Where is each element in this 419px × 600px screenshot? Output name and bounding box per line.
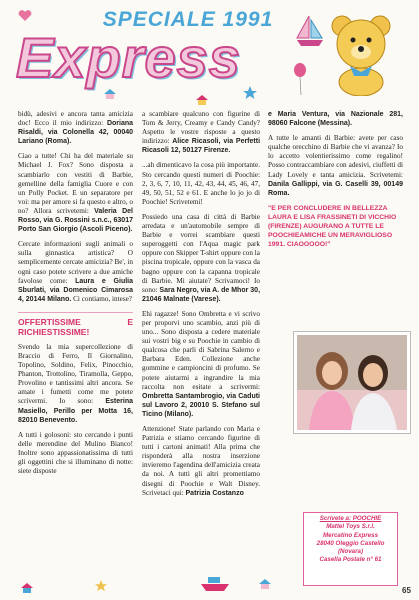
letter xyxy=(18,110,133,146)
sailboat-icon xyxy=(295,14,325,50)
letter xyxy=(142,310,260,419)
letter-text: A tutte le amanti di Barbie: avete per caso qualche orecchino di Barbie che vi avanza? Io lo accetto volentierissimo come regalino! Posso contraccambiare con adesivi, ciuffetti di Lady Lovely e tanta amicizia. Scrivetemi: xyxy=(268,134,403,179)
bottom-decoration xyxy=(0,570,419,600)
column-2 xyxy=(142,110,260,504)
star-icon xyxy=(95,580,107,592)
address-line: Mercatino Express xyxy=(322,531,379,539)
letter-address: Patrizia Costanzo xyxy=(185,489,244,497)
column-3 xyxy=(268,110,403,249)
page-header xyxy=(0,0,419,104)
house-icon xyxy=(258,578,272,590)
express-title: Express xyxy=(16,26,241,89)
letter-text: Attenzione! State parlando con Maria e Patrizia e stiamo cercando figurine di tutti i cartoni animati! Alla prima che risponderà alla nostra inserzione invieremo l'agendina dell'amicizia creata da noi. A tutti gli altri promettiamo disegni di Poochie e Walt Disney. Scrivetaci qui: xyxy=(142,425,260,497)
letter xyxy=(18,431,133,476)
letter-text: a scambiare qualcuno con figurine di Tom & Jerry, Creamy e Candy Candy? Aspetto le vostre risposte a questo indirizzo: xyxy=(142,110,260,146)
house-icon xyxy=(103,88,117,100)
letter xyxy=(142,110,260,155)
balloon-icon xyxy=(292,62,308,96)
letter-text: Possiedo una casa di città di Barbie arredata e un'automobile sempre di Barbie e vorrei scambiare questi superoggetti con l'Aqua magic park oppure con Skipper T-shirt oppure con la piscina tropicale, oppure con la vasca da bagno oppure con la capanna tropicale di Barbie. Mi aiutate? Scrivamoci! Io sono: xyxy=(142,212,260,294)
page-number: 65 xyxy=(402,586,411,595)
heart-icon xyxy=(18,10,32,22)
greeting-quote: "E PER CONCLUDERE IN BELLEZZA LAURA E LISA FRASSINETI DI VICCHIO (FIRENZE) AUGURANO A TUTTE LE POOCHIEAMICHE UN MERAVIGLIOSO 1991. CIAOOOOO!" xyxy=(268,204,397,248)
letter-text: Cercate informazioni sugli animali o sulla ginnastica artistica? O semplicemente cercate amicizia? Be', in ogni caso potete scrivere a due amiche favolose come: xyxy=(18,240,133,285)
photo-image xyxy=(297,335,407,430)
letter xyxy=(18,343,133,425)
letter xyxy=(268,110,403,128)
girls-photo xyxy=(294,332,410,433)
address-line: 28040 Oleggio Castello xyxy=(316,539,385,547)
letter-text: bidù, adesivi e ancora tanta amicizia doc! Ecco il mio indirizzo: xyxy=(18,110,133,128)
column-1 xyxy=(18,110,133,482)
address-line: Casella Postale n° 61 xyxy=(319,556,382,564)
address-line: Scrivete a: POOCHIE xyxy=(319,515,382,522)
letter-address: Ombretta Santambrogio, via Caduti sul Lavoro 2, 20010 S. Stefano sul Ticino (Milano). xyxy=(142,392,260,418)
letter-text: A tutti i golosoni: sto cercando i punti delle merendine del Mulino Bianco! Inoltre sono appassionatissima di tutti gli oggettini che si illuminano di notte: siete disposte xyxy=(18,430,133,476)
letter-address: e Maria Ventura, via Nazionale 281, 98060 Falcone (Messina). xyxy=(268,111,403,128)
house-icon xyxy=(20,582,34,594)
letter-text: Svendo la mia supercollezione di Braccio di Ferro, Il Giornalino, Topolino, Soldino, Felix, Pinocchio, Phanton, Trottolino, Tiramolla, Geppo, Provolino e tantissimi altri ancora. Se amate i fumetti come me potete scrivermi. Io sono: xyxy=(18,342,133,406)
teddy-bear-icon xyxy=(322,10,400,96)
letter-address: Alice Ricasoli, via Perfetti Ricasoli 12, 50127 Firenze. xyxy=(142,138,261,155)
letter-address: Esterina Masiello, Perillo per Motta 16, 82010 Benevento. xyxy=(18,398,133,424)
letter-text: Ehi ragazze! Sono Ombretta e vi scrivo per proporvi uno scambio, anzi più di uno... Sono disposta a cedere materiale sui vostri big e su Poochie in cambio di qualcosa che parli di Sabrina Salerno e Barbara Eden. Collezione anche gommine e campioncini di profumo. Se potete aiutarmi a ingrandire la mia raccolta non esitate a scrivermi: xyxy=(142,309,260,391)
speciale-label: SPECIALE 1991 xyxy=(102,8,274,31)
star-icon xyxy=(243,86,257,100)
letter xyxy=(142,425,260,498)
letter xyxy=(268,134,403,198)
letter-text: Ci contiamo, intese? xyxy=(73,294,132,303)
letter-text: ...ah dimenticavo la cosa più importante. Sto cercando questi numeri di Poochie: 2, 3, 6, 7, 10, 11, 42, 43, 44, 45, 46, 47, 49, 50, 51, 52 e 61. E anche lo jo jo di Poochie! Scrivetemi! xyxy=(142,161,260,206)
letter-text: Ciao a tutte! Chi ha del materiale su Michael J. Fox? Sono disposta a scambiarlo con vestiti di Barbie, gemelline della famiglia Cuore e con un Polly Pocket. E un separatore per voi: ma per amore si fa questo e altro, o no? Allora scrivetemi: xyxy=(18,152,133,215)
letter-address: Valeria Del Rosso, via G. Rossini s.n.c., 63017 Porto San Giorgio (Ascoli Piceno). xyxy=(18,207,133,234)
letter-address: Laura e Giulia Sburlati, via Domenico Cimarosa 4, 20144 Milano. xyxy=(18,277,133,303)
letter xyxy=(18,152,133,234)
letter-address: Danila Gallippi, via G. Caselli 39, 00149 Roma. xyxy=(268,180,403,197)
address-line: (Novara) xyxy=(337,548,364,556)
letter-address: Doriana Risaldi, via Colonella 42, 00040 Lariano (Roma). xyxy=(18,120,134,146)
letter xyxy=(142,213,260,304)
letter xyxy=(18,240,133,304)
section-heading: OFFERTISSIME E RICHIESTISSIME! xyxy=(18,312,133,337)
house-icon xyxy=(195,94,209,106)
letter xyxy=(142,161,260,206)
letter-address: Sara Negro, via A. de Mhor 30, 21046 Malnate (Varese). xyxy=(142,286,261,303)
boat-icon xyxy=(200,574,230,592)
address-line: Mattel Toys S.r.l. xyxy=(326,523,375,531)
